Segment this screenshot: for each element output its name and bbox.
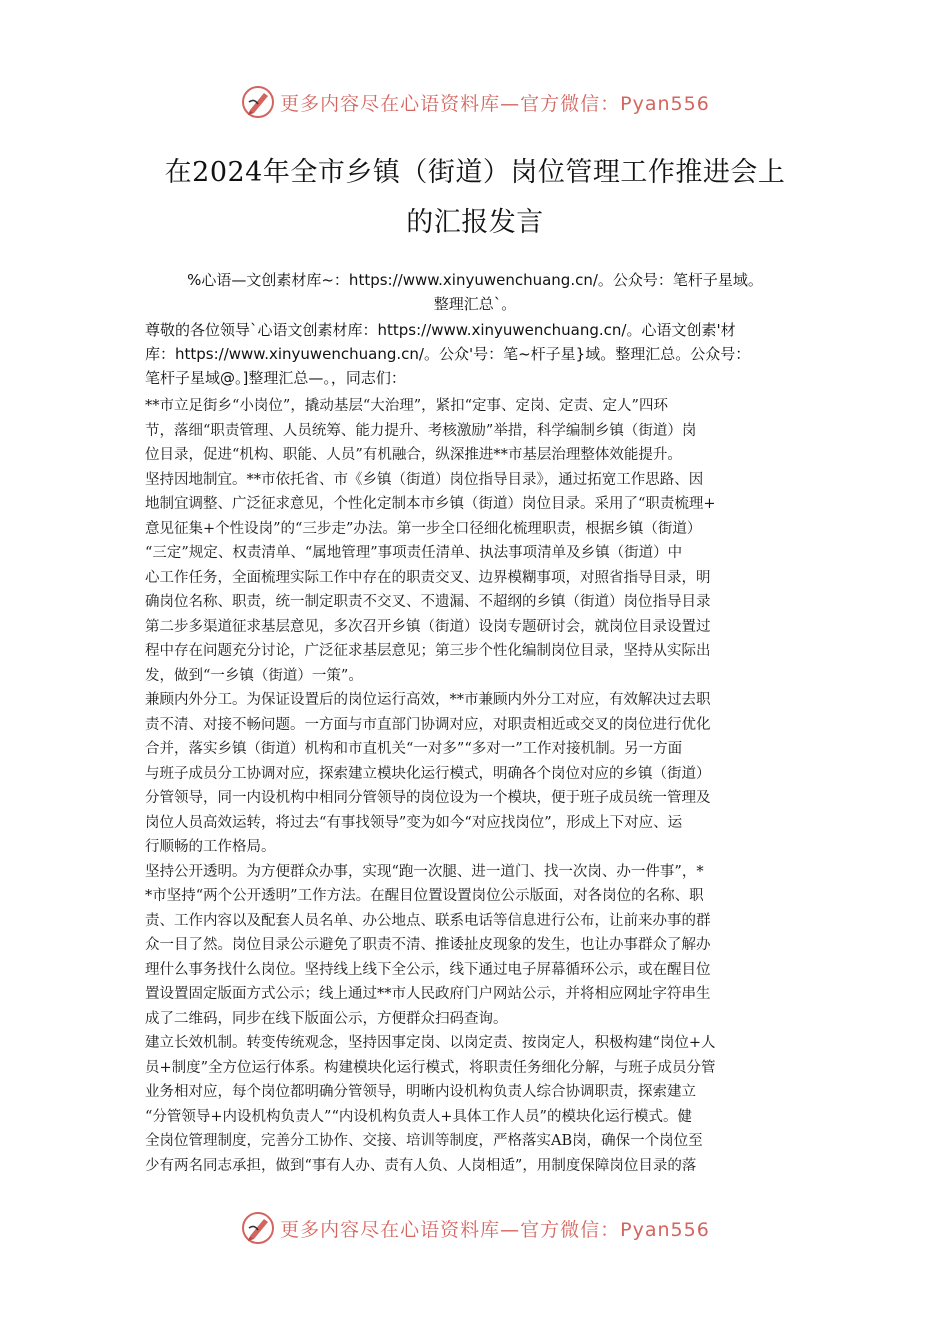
source-note-line-2: 整理汇总`。 — [433, 295, 517, 313]
body-line — [145, 933, 815, 958]
body-line-text: 众一目了然。岗位目录公示避免了职责不清、推诿扯皮现象的发生，也让办事群众了解办 — [145, 937, 711, 953]
document-title — [120, 148, 830, 248]
body-line-text: 位目录，促进“机构、职能、人员”有机融合，纵深推进**市基层治理整体效能提升。 — [145, 447, 682, 463]
body-line — [145, 1031, 815, 1056]
footer-watermark-text: 更多内容尽在心语资料库—官方微信：Pyan556 — [280, 1218, 710, 1241]
body-line-text: 全岗位管理制度，完善分工协作、交接、培训等制度，严格落实AB岗，确保一个岗位至 — [145, 1133, 703, 1149]
body-line-text: 岗位人员高效运转，将过去“有事找领导”变为如今“对应找岗位”，形成上下对应、运 — [145, 814, 683, 831]
body-line — [145, 1129, 815, 1154]
body-line — [145, 958, 815, 983]
body-line-text: 员+制度”全方位运行体系。构建模块化运行模式，将职责任务细化分解，与班子成员分管 — [145, 1059, 716, 1076]
title-line-2: 的汇报发言 — [406, 207, 544, 238]
body-line-text: 成了二维码，同步在线下版面公示，方便群众扫码查询。 — [145, 1010, 508, 1027]
body-line — [145, 835, 815, 860]
body-line — [145, 394, 815, 419]
body-line — [145, 1105, 815, 1130]
body-line-text: 分管领导，同一内设机构中相同分管领导的岗位设为一个模块，便于班子成员统一管理及 — [145, 790, 711, 806]
body-line — [145, 443, 815, 468]
body-line-text: 第二步多渠道征求基层意见，多次召开乡镇（街道）设岗专题研讨会，就岗位目录设置过 — [145, 618, 711, 635]
body-line-text: 发，做到“一乡镇（街道）一策”。 — [145, 667, 363, 684]
body-line — [145, 909, 815, 934]
body-line — [145, 713, 815, 738]
body-line — [145, 1007, 815, 1032]
body-line-text: 理什么事务找什么岗位。坚持线上线下全公示，线下通过电子屏幕循环公示，或在醒目位 — [145, 961, 711, 978]
body-line — [145, 492, 815, 517]
body-line — [145, 419, 815, 444]
body-line — [145, 615, 815, 640]
body-line-text: 节，落细“职责管理、人员统筹、能力提升、考核激励”举措，科学编制乡镇（街道）岗 — [145, 422, 697, 439]
body-line-text: “分管领导+内设机构负责人”“内设机构负责人+具体工作人员”的模块化运行模式。健 — [145, 1108, 692, 1125]
body-line — [145, 517, 815, 542]
pen-logo-icon — [240, 84, 276, 120]
body-line-text: 心工作任务，全面梳理实际工作中存在的职责交叉、边界模糊事项，对照省指导目录，明 — [145, 569, 711, 586]
body-line-text: 责不清、对接不畅问题。一方面与市直部门协调对应，对职责相近或交叉的岗位进行优化 — [145, 716, 711, 733]
body-line-text: **市立足街乡“小岗位”，撬动基层“大治理”，紧扣“定事、定岗、定责、定人”四环 — [145, 398, 668, 414]
body-line-text: 责、工作内容以及配套人员名单、办公地点、联系电话等信息进行公布，让前来办事的群 — [145, 912, 711, 929]
body-text — [145, 394, 815, 1178]
greeting-line-3: 笔杆子星域@。]整理汇总—。，同志们： — [145, 369, 406, 387]
body-line — [145, 1154, 815, 1179]
body-line — [145, 1056, 815, 1081]
body-line-text: “三定”规定、权责清单、“属地管理”事项责任清单、执法事项清单及乡镇（街道）中 — [145, 545, 683, 561]
footer-watermark-banner — [0, 1208, 950, 1248]
body-line — [145, 566, 815, 591]
greeting-paragraph — [145, 318, 820, 390]
body-line-text: 业务相对应，每个岗位都明确分管领导，明晰内设机构负责人综合协调职责，探索建立 — [145, 1084, 696, 1100]
pen-logo-icon — [240, 1210, 276, 1246]
body-line-text: 建立长效机制。转变传统观念，坚持因事定岗、以岗定责、按岗定人，积极构建“岗位+人 — [145, 1035, 716, 1051]
body-line-text: 与班子成员分工协调对应，探索建立模块化运行模式，明确各个岗位对应的乡镇（街道） — [145, 765, 711, 782]
body-line — [145, 762, 815, 787]
body-line-text: 兼顾内外分工。为保证设置后的岗位运行高效，**市兼顾内外分工对应，有效解决过去职 — [145, 692, 711, 708]
body-line-text: 坚持公开透明。为方便群众办事，实现“跑一次腿、进一道门、找一次岗、办一件事”，* — [145, 863, 704, 880]
body-line — [145, 860, 815, 885]
body-line — [145, 541, 815, 566]
body-line — [145, 664, 815, 689]
source-note-line-1: %心语—文创素材库~：https://www.xinyuwenchuang.cn/。公众号：笔杆子星域。 — [187, 271, 763, 289]
greeting-line-2: 库：https://www.xinyuwenchuang.cn/。公众'号：笔~杆子星}域。整理汇总。公众号： — [145, 345, 751, 363]
body-line — [145, 688, 815, 713]
body-line-text: 程中存在问题充分讨论，广泛征求基层意见；第三步个性化编制岗位目录，坚持从实际出 — [145, 643, 711, 659]
body-line-text: 坚持因地制宜。**市依托省、市《乡镇（街道）岗位指导目录》，通过拓宽工作思路、因 — [145, 471, 704, 488]
body-line-text: 确岗位名称、职责，统一制定职责不交叉、不遗漏、不超纲的乡镇（街道）岗位指导目录 — [145, 594, 711, 610]
header-watermark-text: 更多内容尽在心语资料库—官方微信：Pyan556 — [280, 92, 710, 115]
source-note — [140, 268, 810, 316]
body-line-text: *市坚持“两个公开透明”工作方法。在醒目位置设置岗位公示版面，对各岗位的名称、职 — [145, 888, 704, 904]
body-line-text: 置设置固定版面方式公示；线上通过**市人民政府门户网站公示，并将相应网址字符串生 — [145, 986, 711, 1002]
body-line-text: 地制宜调整、广泛征求意见，个性化定制本市乡镇（街道）岗位目录。采用了“职责梳理+ — [145, 496, 716, 512]
body-line — [145, 639, 815, 664]
body-line-text: 行顺畅的工作格局。 — [145, 839, 276, 855]
body-line-text: 少有两名同志承担，做到“事有人办、责有人负、人岗相适”，用制度保障岗位目录的落 — [145, 1157, 697, 1174]
body-line — [145, 786, 815, 811]
body-line — [145, 737, 815, 762]
body-line — [145, 468, 815, 493]
body-line — [145, 590, 815, 615]
header-watermark-banner — [0, 82, 950, 122]
body-line — [145, 884, 815, 909]
title-line-1: 在2024年全市乡镇（街道）岗位管理工作推进会上 — [164, 157, 786, 188]
body-line — [145, 982, 815, 1007]
body-line — [145, 1080, 815, 1105]
body-line-text: 合并，落实乡镇（街道）机构和市直机关“一对多”“多对一”工作对接机制。另一方面 — [145, 741, 683, 757]
body-line-text: 意见征集+个性设岗”的“三步走”办法。第一步全口径细化梳理职责，根据乡镇（街道） — [145, 520, 702, 537]
greeting-line-1: 尊敬的各位领导`心语文创素材库：https://www.xinyuwenchuang.cn/。心语文创素'材 — [145, 321, 736, 339]
body-line — [145, 811, 815, 836]
